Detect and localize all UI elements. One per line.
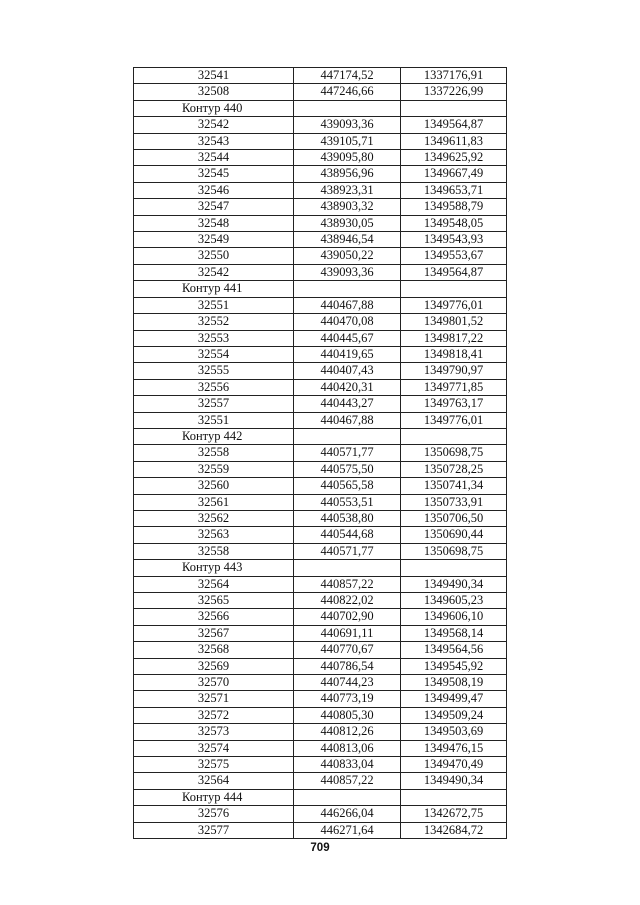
table-row — [134, 609, 507, 625]
table-row — [134, 133, 507, 149]
point-number-cell: 32565 — [134, 593, 294, 609]
table-row — [134, 757, 507, 773]
point-number-cell: 32566 — [134, 609, 294, 625]
point-number-cell: 32572 — [134, 707, 294, 723]
empty-cell — [294, 428, 401, 444]
x-coordinate-cell: 438956,96 — [294, 166, 401, 182]
empty-cell — [401, 560, 507, 576]
x-coordinate-cell: 440744,23 — [294, 675, 401, 691]
x-coordinate-cell: 440786,54 — [294, 658, 401, 674]
x-coordinate-cell: 440565,58 — [294, 478, 401, 494]
x-coordinate-cell: 439093,36 — [294, 117, 401, 133]
point-number-cell: 32567 — [134, 625, 294, 641]
y-coordinate-cell: 1349503,69 — [401, 724, 507, 740]
table-row — [134, 330, 507, 346]
point-number-cell: 32549 — [134, 232, 294, 248]
y-coordinate-cell: 1349564,87 — [401, 117, 507, 133]
y-coordinate-cell: 1349817,22 — [401, 330, 507, 346]
point-number-cell: 32570 — [134, 675, 294, 691]
x-coordinate-cell: 440467,88 — [294, 297, 401, 313]
x-coordinate-cell: 438946,54 — [294, 232, 401, 248]
y-coordinate-cell: 1349509,24 — [401, 707, 507, 723]
table-row — [134, 740, 507, 756]
x-coordinate-cell: 447174,52 — [294, 68, 401, 84]
point-number-cell: 32577 — [134, 822, 294, 838]
y-coordinate-cell: 1349625,92 — [401, 150, 507, 166]
x-coordinate-cell: 439095,80 — [294, 150, 401, 166]
point-number-cell: 32551 — [134, 297, 294, 313]
y-coordinate-cell: 1349490,34 — [401, 773, 507, 789]
point-number-cell: 32559 — [134, 461, 294, 477]
point-number-cell: 32558 — [134, 445, 294, 461]
x-coordinate-cell: 440553,51 — [294, 494, 401, 510]
y-coordinate-cell: 1349470,49 — [401, 757, 507, 773]
point-number-cell: 32573 — [134, 724, 294, 740]
y-coordinate-cell: 1349543,93 — [401, 232, 507, 248]
table-row — [134, 691, 507, 707]
point-number-cell: 32542 — [134, 264, 294, 280]
y-coordinate-cell: 1349499,47 — [401, 691, 507, 707]
table-row — [134, 199, 507, 215]
point-number-cell: 32558 — [134, 543, 294, 559]
table-row — [134, 215, 507, 231]
x-coordinate-cell: 440822,02 — [294, 593, 401, 609]
x-coordinate-cell: 440857,22 — [294, 576, 401, 592]
point-number-cell: 32508 — [134, 84, 294, 100]
x-coordinate-cell: 438930,05 — [294, 215, 401, 231]
table-row — [134, 84, 507, 100]
point-number-cell: 32544 — [134, 150, 294, 166]
y-coordinate-cell: 1349801,52 — [401, 314, 507, 330]
point-number-cell: 32574 — [134, 740, 294, 756]
y-coordinate-cell: 1349776,01 — [401, 412, 507, 428]
point-number-cell: 32543 — [134, 133, 294, 149]
table-row — [134, 363, 507, 379]
empty-cell — [294, 281, 401, 297]
y-coordinate-cell: 1337176,91 — [401, 68, 507, 84]
y-coordinate-cell: 1349763,17 — [401, 396, 507, 412]
point-number-cell: 32556 — [134, 379, 294, 395]
y-coordinate-cell: 1350706,50 — [401, 510, 507, 526]
table-row — [134, 773, 507, 789]
table-row — [134, 461, 507, 477]
point-number-cell: 32564 — [134, 773, 294, 789]
table-row — [134, 297, 507, 313]
y-coordinate-cell: 1349548,05 — [401, 215, 507, 231]
x-coordinate-cell: 440445,67 — [294, 330, 401, 346]
x-coordinate-cell: 440575,50 — [294, 461, 401, 477]
point-number-cell: 32557 — [134, 396, 294, 412]
x-coordinate-cell: 440407,43 — [294, 363, 401, 379]
point-number-cell: 32548 — [134, 215, 294, 231]
table-row — [134, 494, 507, 510]
point-number-cell: 32547 — [134, 199, 294, 215]
empty-cell — [401, 100, 507, 116]
table-row — [134, 232, 507, 248]
contour-header-row — [134, 100, 507, 116]
point-number-cell: 32563 — [134, 527, 294, 543]
empty-cell — [401, 428, 507, 444]
table-row — [134, 576, 507, 592]
point-number-cell: 32560 — [134, 478, 294, 494]
x-coordinate-cell: 438903,32 — [294, 199, 401, 215]
table-row — [134, 150, 507, 166]
table-row — [134, 478, 507, 494]
x-coordinate-cell: 447246,66 — [294, 84, 401, 100]
table-row — [134, 264, 507, 280]
x-coordinate-cell: 439050,22 — [294, 248, 401, 264]
table-row — [134, 806, 507, 822]
point-number-cell: 32555 — [134, 363, 294, 379]
table-row — [134, 724, 507, 740]
point-number-cell: 32546 — [134, 182, 294, 198]
x-coordinate-cell: 446271,64 — [294, 822, 401, 838]
table-row — [134, 510, 507, 526]
x-coordinate-cell: 440702,90 — [294, 609, 401, 625]
table-row — [134, 379, 507, 395]
x-coordinate-cell: 439093,36 — [294, 264, 401, 280]
page-number: 709 — [310, 842, 330, 854]
x-coordinate-cell: 440833,04 — [294, 757, 401, 773]
y-coordinate-cell: 1350698,75 — [401, 543, 507, 559]
y-coordinate-cell: 1349653,71 — [401, 182, 507, 198]
x-coordinate-cell: 440470,08 — [294, 314, 401, 330]
y-coordinate-cell: 1349568,14 — [401, 625, 507, 641]
point-number-cell: 32553 — [134, 330, 294, 346]
contour-header-row — [134, 281, 507, 297]
x-coordinate-cell: 440812,26 — [294, 724, 401, 740]
point-number-cell: 32552 — [134, 314, 294, 330]
x-coordinate-cell: 440805,30 — [294, 707, 401, 723]
table-row — [134, 658, 507, 674]
x-coordinate-cell: 438923,31 — [294, 182, 401, 198]
y-coordinate-cell: 1350698,75 — [401, 445, 507, 461]
point-number-cell: 32569 — [134, 658, 294, 674]
y-coordinate-cell: 1349611,83 — [401, 133, 507, 149]
point-number-cell: 32545 — [134, 166, 294, 182]
y-coordinate-cell: 1349771,85 — [401, 379, 507, 395]
table-row — [134, 68, 507, 84]
point-number-cell: 32568 — [134, 642, 294, 658]
x-coordinate-cell: 439105,71 — [294, 133, 401, 149]
coordinates-table — [133, 67, 507, 839]
x-coordinate-cell: 440420,31 — [294, 379, 401, 395]
table-row — [134, 248, 507, 264]
x-coordinate-cell: 440571,77 — [294, 543, 401, 559]
point-number-cell: 32571 — [134, 691, 294, 707]
x-coordinate-cell: 446266,04 — [294, 806, 401, 822]
x-coordinate-cell: 440857,22 — [294, 773, 401, 789]
table-row — [134, 182, 507, 198]
table-row — [134, 412, 507, 428]
contour-label: Контур 443 — [134, 560, 294, 576]
y-coordinate-cell: 1349476,15 — [401, 740, 507, 756]
contour-header-row — [134, 560, 507, 576]
table-row — [134, 346, 507, 362]
point-number-cell: 32550 — [134, 248, 294, 264]
y-coordinate-cell: 1337226,99 — [401, 84, 507, 100]
empty-cell — [294, 560, 401, 576]
coordinates-table-body — [134, 68, 507, 839]
y-coordinate-cell: 1349545,92 — [401, 658, 507, 674]
table-row — [134, 166, 507, 182]
contour-header-row — [134, 428, 507, 444]
empty-cell — [294, 100, 401, 116]
point-number-cell: 32575 — [134, 757, 294, 773]
x-coordinate-cell: 440773,19 — [294, 691, 401, 707]
y-coordinate-cell: 1349776,01 — [401, 297, 507, 313]
point-number-cell: 32576 — [134, 806, 294, 822]
y-coordinate-cell: 1350728,25 — [401, 461, 507, 477]
y-coordinate-cell: 1349553,67 — [401, 248, 507, 264]
table-row — [134, 642, 507, 658]
x-coordinate-cell: 440770,67 — [294, 642, 401, 658]
contour-label: Контур 441 — [134, 281, 294, 297]
table-row — [134, 593, 507, 609]
y-coordinate-cell: 1350733,91 — [401, 494, 507, 510]
table-row — [134, 396, 507, 412]
table-row — [134, 117, 507, 133]
x-coordinate-cell: 440538,80 — [294, 510, 401, 526]
empty-cell — [401, 789, 507, 805]
table-row — [134, 625, 507, 641]
y-coordinate-cell: 1350690,44 — [401, 527, 507, 543]
point-number-cell: 32551 — [134, 412, 294, 428]
y-coordinate-cell: 1349564,87 — [401, 264, 507, 280]
y-coordinate-cell: 1349790,97 — [401, 363, 507, 379]
y-coordinate-cell: 1349606,10 — [401, 609, 507, 625]
table-row — [134, 527, 507, 543]
contour-label: Контур 442 — [134, 428, 294, 444]
y-coordinate-cell: 1349667,49 — [401, 166, 507, 182]
x-coordinate-cell: 440443,27 — [294, 396, 401, 412]
x-coordinate-cell: 440544,68 — [294, 527, 401, 543]
y-coordinate-cell: 1349490,34 — [401, 576, 507, 592]
point-number-cell: 32554 — [134, 346, 294, 362]
x-coordinate-cell: 440467,88 — [294, 412, 401, 428]
y-coordinate-cell: 1349588,79 — [401, 199, 507, 215]
y-coordinate-cell: 1342672,75 — [401, 806, 507, 822]
empty-cell — [401, 281, 507, 297]
y-coordinate-cell: 1349605,23 — [401, 593, 507, 609]
y-coordinate-cell: 1349564,56 — [401, 642, 507, 658]
table-row — [134, 822, 507, 838]
point-number-cell: 32561 — [134, 494, 294, 510]
y-coordinate-cell: 1349818,41 — [401, 346, 507, 362]
x-coordinate-cell: 440813,06 — [294, 740, 401, 756]
y-coordinate-cell: 1350741,34 — [401, 478, 507, 494]
table-row — [134, 543, 507, 559]
table-row — [134, 314, 507, 330]
point-number-cell: 32562 — [134, 510, 294, 526]
y-coordinate-cell: 1349508,19 — [401, 675, 507, 691]
point-number-cell: 32564 — [134, 576, 294, 592]
y-coordinate-cell: 1342684,72 — [401, 822, 507, 838]
contour-label: Контур 444 — [134, 789, 294, 805]
table-row — [134, 707, 507, 723]
table-row — [134, 675, 507, 691]
empty-cell — [294, 789, 401, 805]
contour-header-row — [134, 789, 507, 805]
point-number-cell: 32542 — [134, 117, 294, 133]
x-coordinate-cell: 440571,77 — [294, 445, 401, 461]
x-coordinate-cell: 440691,11 — [294, 625, 401, 641]
point-number-cell: 32541 — [134, 68, 294, 84]
contour-label: Контур 440 — [134, 100, 294, 116]
x-coordinate-cell: 440419,65 — [294, 346, 401, 362]
table-row — [134, 445, 507, 461]
